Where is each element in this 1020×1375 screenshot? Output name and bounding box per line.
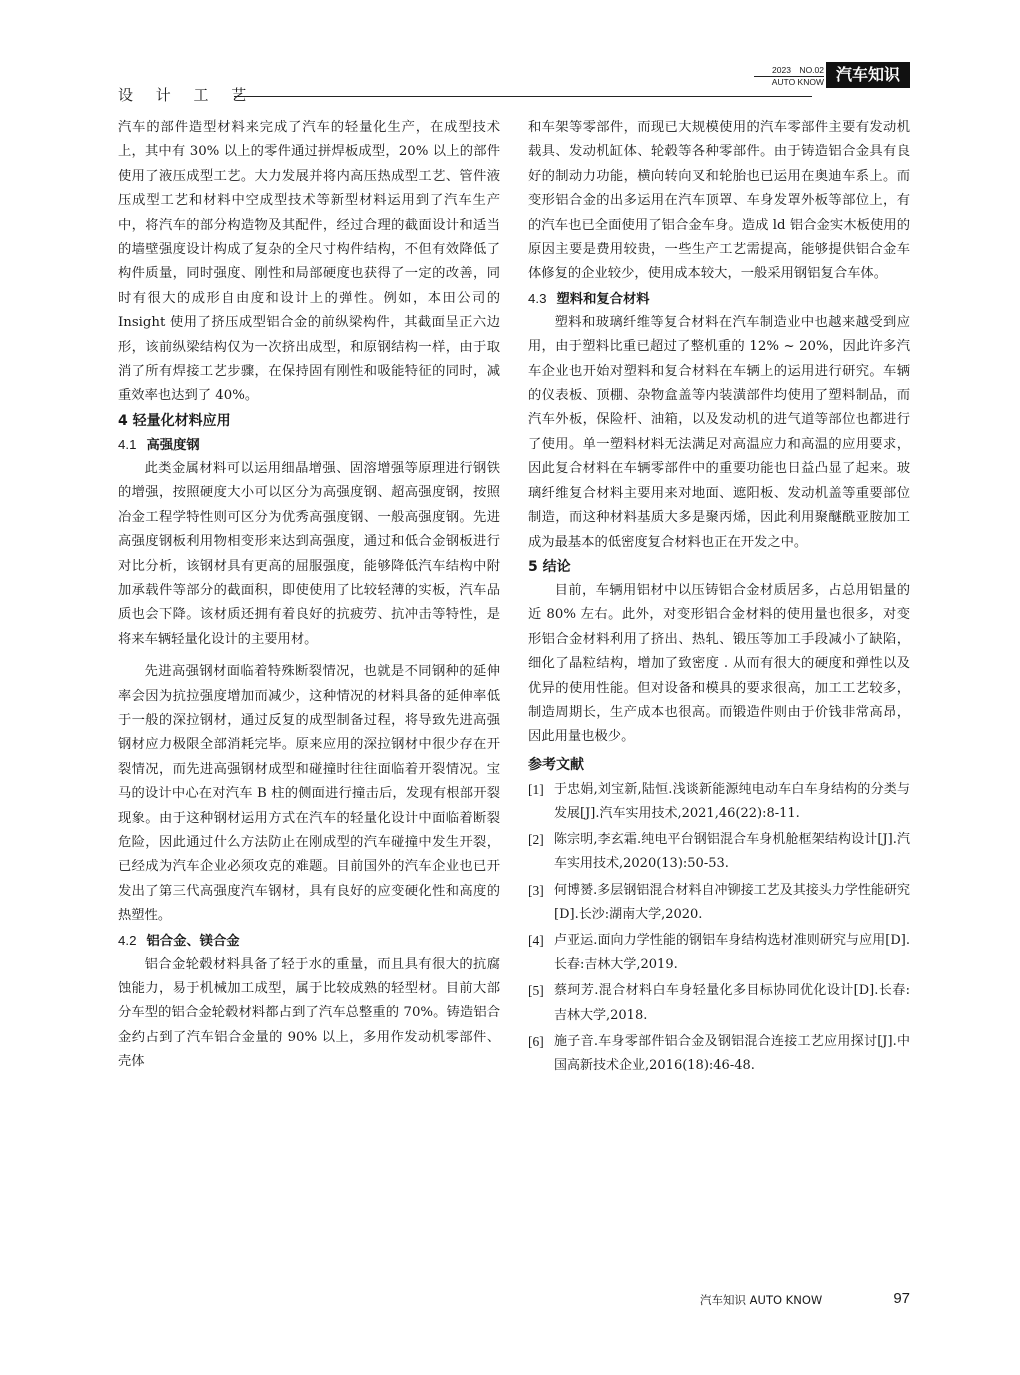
- paragraph: 铝合金轮毂材料具备了轻于水的重量，而且具有很大的抗腐蚀能力，易于机械加工成型，属于比较成熟的轻型材。目前大部分车型的铝合金轮毂材料都占到了汽车总整重的 70%。铸造铝合金约占到了汽车铝合金量的 90% 以上，多用作发动机零部件、壳体: [118, 956, 500, 1070]
- paragraph: 和车架等零部件，而现已大规模使用的汽车零部件主要有发动机载具、发动机缸体、轮毂等各种零部件。由于铸造铝合金具有良好的制动力功能，横向转向叉和轮胎也已运用在奥迪车系上。而变形铝合金的出多运用在汽车顶罩、车身发罩外板等部位上，有的汽车也已全面使用了铝合金车身。造成 ld 铝合金实木板使用的原因主要是费用较贵，一些生产工艺需提高，能够提供铝合金车体修复的企业较少，使用成本较大，一般采用钢铝复合车体。: [528, 120, 910, 282]
- section-heading: 5 结论: [528, 558, 571, 575]
- reference-number: [3]: [528, 882, 544, 898]
- reference-item: [528, 1030, 910, 1078]
- subsection-title: 铝合金、镁合金: [146, 933, 240, 949]
- reference-item: [528, 979, 910, 1027]
- left-column: [118, 116, 500, 1075]
- reference-number: [4]: [528, 932, 544, 948]
- subsection-number: 4.1: [118, 436, 137, 452]
- subsection-heading: [118, 929, 500, 953]
- footer-journal: 汽车知识 AUTO KNOW: [700, 1293, 823, 1307]
- reference-number: [2]: [528, 832, 544, 848]
- reference-text: 何博赟.多层钢铝混合材料自冲铆接工艺及其接头力学性能研究[D].长沙:湖南大学,2020.: [554, 882, 910, 922]
- page-header: [118, 62, 910, 106]
- reference-text: 于忠娟,刘宝新,陆恒.浅谈新能源纯电动车白车身结构的分类与发展[J].汽车实用技术,2021,46(22):8-11.: [554, 781, 910, 821]
- subsection-title: 高强度钢: [146, 437, 200, 453]
- reference-item: [528, 929, 910, 977]
- subsection-heading: [118, 433, 500, 457]
- reference-text: 蔡珂芳.混合材料白车身轻量化多目标协同优化设计[D].长春:吉林大学,2018.: [554, 983, 910, 1023]
- page-number: 97: [893, 1290, 910, 1307]
- issue-info: [754, 65, 824, 88]
- subsection-heading: [528, 287, 910, 311]
- paragraph: 先进高强钢材面临着特殊断裂情况，也就是不同钢种的延伸率会因为抗拉强度增加而减少，这种情况的材料具备的延伸率低于一般的深拉钢材，通过反复的成型制备过程，将导致先进高强钢材应力极限全部消耗完毕。原来应用的深拉钢材中很少存在开裂情况，而先进高强钢材成型和碰撞时往往面临着开裂情况。宝马的设计中心在对汽车 B 柱的侧面进行撞击后，发现有根部开裂现象。由于这种钢材运用方式在汽车的轻量化设计中面临着断裂危险，因此通过什么方法防止在刚成型的汽车碰撞中发生开裂，已经成为汽车企业必须攻克的难题。目前国外的汽车企业也已开发出了第三代高强度汽车钢材，具有良好的应变硬化性和高度的热塑性。: [118, 664, 500, 924]
- reference-text: 卢亚运.面向力学性能的钢铝车身结构选材准则研究与应用[D].长春:吉林大学,2019.: [554, 932, 910, 973]
- reference-list: [528, 778, 910, 1078]
- subsection-number: 4.2: [118, 932, 137, 948]
- reference-item: [528, 879, 910, 927]
- reference-number: [5]: [528, 983, 544, 999]
- paragraph: 目前，车辆用铝材中以压铸铝合金材质居多，占总用铝量的近 80% 左右。此外，对变形铝合金材料的使用量也很多，对变形铝合金材料利用了挤出、热轧、锻压等加工手段减小了缺陷，细化了晶粒结构，增加了致密度 . 从而有很大的硬度和弹性以及优异的使用性能。但对设备和模具的要求很高，加工工艺较多，制造周期长，生产成本也很高。而锻造件则由于价钱非常高昂，因此用量也极少。: [528, 582, 910, 745]
- page-footer: [700, 1290, 910, 1310]
- reference-number: [1]: [528, 781, 544, 797]
- section-label: 设 计 工 艺: [118, 86, 256, 104]
- subsection-title: 塑料和复合材料: [556, 291, 650, 307]
- header-rule: [234, 96, 812, 97]
- reference-number: [6]: [528, 1033, 544, 1049]
- section-heading: 4 轻量化材料应用: [118, 412, 231, 429]
- right-column: [528, 116, 910, 1080]
- reference-text: 陈宗明,李玄霜.纯电平台钢铝混合车身机舱框架结构设计[J].汽车实用技术,2020(13):50-53.: [554, 832, 910, 872]
- reference-text: 施子音.车身零部件铝合金及钢铝混合连接工艺应用探讨[J].中国高新技术企业,2016(18):46-48.: [554, 1033, 910, 1073]
- paragraph: 塑料和玻璃纤维等复合材料在汽车制造业中也越来越受到应用，由于塑料比重已超过了整机重的 12% ~ 20%，因此许多汽车企业也开始对塑料和复合材料在车辆上的运用进行研究。车辆的仪表板、顶棚、杂物盒盖等内装潢部件均使用了塑料制品，而汽车外板，保险杆、油箱，以及发动机的进气道等部位也都进行了使用。单一塑料材料无法满足对高温应力和高温的应用要求，因此复合材料在车辆零部件中的重要功能也日益凸显了起来。玻璃纤维复合材料主要用来对地面、遮阳板、发动机盖等重要部位制造，而这种材料基质大多是聚丙烯，因此利用聚醚酰亚胺加工成为最基本的低密度复合材料也正在开发之中。: [528, 314, 910, 550]
- reference-item: [528, 828, 910, 876]
- paragraph: 此类金属材料可以运用细晶增强、固溶增强等原理进行钢铁的增强，按照硬度大小可以区分为高强度钢、超高强度钢，按照冶金工程学特性则可区分为优秀高强度钢、一般高强度钢。先进高强度钢板利用物相变形来达到高强度，通过和低合金钢板进行对比分析，该钢材具有更高的屈服强度，能够降低汽车结构中附加承载件等部分的截面积，即使使用了比较轻薄的实板，汽车品质也会下降。该材质还拥有着良好的抗疲劳、抗冲击等特性，是将来车辆轻量化设计的主要用材。: [118, 460, 500, 647]
- paragraph: 汽车的部件造型材料来完成了汽车的轻量化生产，在成型技术上，其中有 30% 以上的零件通过拼焊板成型，20% 以上的部件使用了液压成型工艺。大力发展并将内高压热成型工艺、管件液压成型工艺和材料中空成型技术等新型材料运用到了汽车生产中，将汽车的部分构造物及其配件，经过合理的截面设计和适当的墙壁强度设计构成了复杂的全尺寸构件结构，不但有效降低了构件质量，同时强度、刚性和局部硬度也获得了一定的改善，同时有很大的成形自由度和设计上的弹性。例如，本田公司的 Insight 使用了挤压成型铝合金的前纵梁构件，其截面呈正六边形，该前纵梁结构仅为一次挤出成型，和原钢结构一样，由于取消了所有焊接工艺步骤，在保持固有刚性和吸能特征的同时，减重效率也达到了 40%。: [118, 120, 500, 404]
- issue-number: 2023 NO.02: [772, 65, 824, 75]
- issue-journal: AUTO KNOW: [754, 76, 824, 88]
- subsection-number: 4.3: [528, 290, 547, 306]
- reference-item: [528, 778, 910, 826]
- references-heading: 参考文献: [528, 756, 584, 773]
- journal-brand: 汽车知识: [826, 62, 910, 88]
